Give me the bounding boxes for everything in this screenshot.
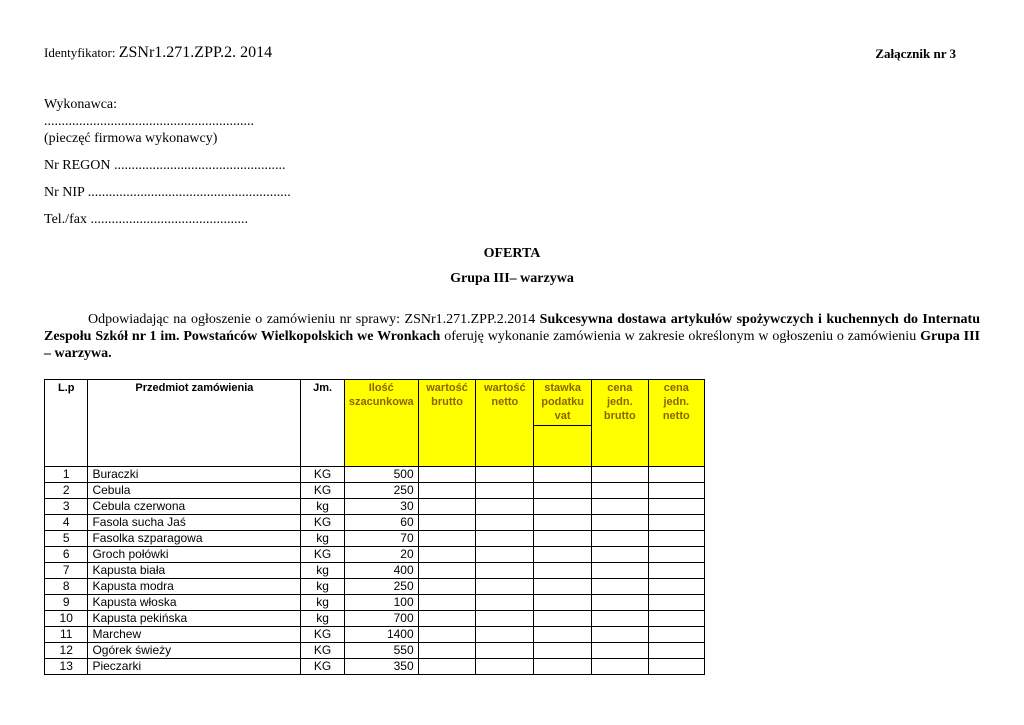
row-unit: KG [301, 659, 345, 675]
table-row [45, 531, 705, 547]
row-item: Marchew [88, 627, 301, 643]
row-item: Cebula czerwona [88, 499, 301, 515]
row-unit: kg [301, 563, 345, 579]
row-net-value[interactable] [476, 627, 534, 643]
row-net-value[interactable] [476, 515, 534, 531]
identifier [44, 44, 272, 62]
row-lp: 9 [45, 595, 88, 611]
row-net-value[interactable] [476, 467, 534, 483]
row-unit: kg [301, 531, 345, 547]
header-unit-net: cena jedn. netto [648, 380, 704, 467]
row-unit: kg [301, 499, 345, 515]
row-unit-gross[interactable] [592, 627, 649, 643]
row-gross-value[interactable] [418, 515, 476, 531]
row-gross-value[interactable] [418, 659, 476, 675]
row-gross-value[interactable] [418, 579, 476, 595]
row-gross-value[interactable] [418, 499, 476, 515]
header-qty: Ilość szacunkowa [344, 380, 418, 467]
row-gross-value[interactable] [418, 467, 476, 483]
row-item: Kapusta włoska [88, 595, 301, 611]
row-item: Groch połówki [88, 547, 301, 563]
contractor-label: Wykonawca: [44, 97, 118, 112]
row-unit-net[interactable] [648, 515, 704, 531]
row-net-value[interactable] [476, 595, 534, 611]
annex-label: Załącznik nr 3 [875, 46, 956, 61]
row-vat[interactable] [534, 643, 592, 659]
row-unit: KG [301, 547, 345, 563]
row-unit-gross[interactable] [592, 467, 649, 483]
row-item: Kapusta pekińska [88, 611, 301, 627]
row-unit: KG [301, 483, 345, 499]
header-unit: Jm. [301, 380, 345, 467]
row-qty: 350 [344, 659, 418, 675]
header-lp: L.p [45, 380, 88, 467]
row-gross-value[interactable] [418, 627, 476, 643]
table-row [45, 643, 705, 659]
row-qty: 250 [344, 483, 418, 499]
row-item: Kapusta modra [88, 579, 301, 595]
row-net-value[interactable] [476, 611, 534, 627]
nip-line: Nr NIP .......................................................... [44, 185, 291, 200]
row-unit: kg [301, 579, 345, 595]
table-row [45, 563, 705, 579]
row-unit-gross[interactable] [592, 563, 649, 579]
row-lp: 10 [45, 611, 88, 627]
row-vat[interactable] [534, 563, 592, 579]
table-row [45, 499, 705, 515]
row-lp: 5 [45, 531, 88, 547]
contractor-stamp: (pieczęć firmowa wykonawcy) [44, 131, 218, 146]
row-qty: 250 [344, 579, 418, 595]
row-unit-net[interactable] [648, 579, 704, 595]
table-body [45, 467, 705, 675]
row-unit-net[interactable] [648, 643, 704, 659]
header-vat-subcell [534, 426, 592, 467]
row-unit-net[interactable] [648, 499, 704, 515]
row-unit: KG [301, 643, 345, 659]
row-item: Buraczki [88, 467, 301, 483]
row-unit-net[interactable] [648, 483, 704, 499]
row-item: Fasola sucha Jaś [88, 515, 301, 531]
header-item: Przedmiot zamówienia [88, 380, 301, 467]
row-vat[interactable] [534, 579, 592, 595]
row-vat[interactable] [534, 499, 592, 515]
header-net-value: wartość netto [476, 380, 534, 467]
offer-table [44, 379, 705, 675]
row-gross-value[interactable] [418, 595, 476, 611]
row-unit-net[interactable] [648, 595, 704, 611]
row-unit-net[interactable] [648, 627, 704, 643]
row-unit-net[interactable] [648, 563, 704, 579]
row-unit-net[interactable] [648, 547, 704, 563]
table-row [45, 467, 705, 483]
row-item: Fasolka szparagowa [88, 531, 301, 547]
row-item: Pieczarki [88, 659, 301, 675]
row-vat[interactable] [534, 659, 592, 675]
row-qty: 500 [344, 467, 418, 483]
table-row [45, 611, 705, 627]
offer-paragraph [44, 311, 980, 362]
table-row [45, 595, 705, 611]
row-vat[interactable] [534, 595, 592, 611]
row-gross-value[interactable] [418, 547, 476, 563]
row-unit: KG [301, 627, 345, 643]
row-qty: 700 [344, 611, 418, 627]
offer-subtitle: Grupa III– warzywa [450, 271, 574, 286]
row-unit-net[interactable] [648, 531, 704, 547]
row-unit-gross[interactable] [592, 643, 649, 659]
row-gross-value[interactable] [418, 483, 476, 499]
table-row [45, 659, 705, 675]
table-row [45, 579, 705, 595]
row-unit: kg [301, 611, 345, 627]
row-lp: 8 [45, 579, 88, 595]
regon-line: Nr REGON ................................................. [44, 158, 286, 173]
row-vat[interactable] [534, 515, 592, 531]
row-unit-gross[interactable] [592, 499, 649, 515]
offer-title: OFERTA [483, 246, 541, 261]
row-qty: 100 [344, 595, 418, 611]
paragraph-part-2: Sukcesywna dostawa artykułów spożywczych i kuchennych do Internatu Zespołu Szkół nr 1 im. Powstańców Wielkopolskich we Wronkach [44, 312, 980, 344]
row-unit-gross[interactable] [592, 659, 649, 675]
row-unit-gross[interactable] [592, 531, 649, 547]
tel-line: Tel./fax ............................................. [44, 212, 248, 227]
row-lp: 3 [45, 499, 88, 515]
paragraph-part-4: Grupa III – warzywa. [44, 329, 981, 361]
row-qty: 60 [344, 515, 418, 531]
row-lp: 2 [45, 483, 88, 499]
row-qty: 1400 [344, 627, 418, 643]
table-row [45, 483, 705, 499]
row-qty: 20 [344, 547, 418, 563]
row-vat[interactable] [534, 547, 592, 563]
row-net-value[interactable] [476, 531, 534, 547]
row-net-value[interactable] [476, 659, 534, 675]
row-lp: 7 [45, 563, 88, 579]
header-vat: stawka podatku vat [534, 380, 592, 426]
row-lp: 11 [45, 627, 88, 643]
row-qty: 400 [344, 563, 418, 579]
row-vat[interactable] [534, 627, 592, 643]
row-unit-net[interactable] [648, 467, 704, 483]
row-lp: 1 [45, 467, 88, 483]
row-item: Kapusta biała [88, 563, 301, 579]
header-unit-gross: cena jedn. brutto [592, 380, 649, 467]
table-row [45, 515, 705, 531]
row-lp: 4 [45, 515, 88, 531]
paragraph-part-3: oferuję wykonanie zamówienia w zakresie określonym w ogłoszeniu o zamówieniu [440, 329, 921, 344]
identifier-label: Identyfikator: [44, 45, 116, 60]
paragraph-part-1: Odpowiadając na ogłoszenie o zamówieniu nr sprawy: ZSNr1.271.ZPP.2.2014 [88, 312, 540, 327]
row-unit-net[interactable] [648, 659, 704, 675]
row-gross-value[interactable] [418, 643, 476, 659]
row-net-value[interactable] [476, 483, 534, 499]
row-net-value[interactable] [476, 547, 534, 563]
contractor-dots: ............................................................ [44, 114, 254, 129]
row-unit-gross[interactable] [592, 611, 649, 627]
row-gross-value[interactable] [418, 531, 476, 547]
row-vat[interactable] [534, 467, 592, 483]
row-qty: 70 [344, 531, 418, 547]
row-net-value[interactable] [476, 499, 534, 515]
row-gross-value[interactable] [418, 563, 476, 579]
row-vat[interactable] [534, 531, 592, 547]
row-vat[interactable] [534, 483, 592, 499]
table-row [45, 547, 705, 563]
row-net-value[interactable] [476, 579, 534, 595]
identifier-code: ZSNr1.271.ZPP.2. 2014 [118, 44, 273, 61]
row-net-value[interactable] [476, 643, 534, 659]
row-lp: 12 [45, 643, 88, 659]
row-item: Cebula [88, 483, 301, 499]
row-unit-net[interactable] [648, 611, 704, 627]
row-unit: KG [301, 515, 345, 531]
row-unit-gross[interactable] [592, 547, 649, 563]
row-item: Ogórek świeży [88, 643, 301, 659]
row-vat[interactable] [534, 611, 592, 627]
row-lp: 13 [45, 659, 88, 675]
row-unit-gross[interactable] [592, 483, 649, 499]
header-gross-value: wartość brutto [418, 380, 476, 467]
row-gross-value[interactable] [418, 611, 476, 627]
row-net-value[interactable] [476, 563, 534, 579]
row-unit-gross[interactable] [592, 595, 649, 611]
row-unit-gross[interactable] [592, 579, 649, 595]
table-row [45, 627, 705, 643]
row-unit: KG [301, 467, 345, 483]
row-qty: 550 [344, 643, 418, 659]
row-lp: 6 [45, 547, 88, 563]
row-unit-gross[interactable] [592, 515, 649, 531]
row-unit: kg [301, 595, 345, 611]
row-qty: 30 [344, 499, 418, 515]
